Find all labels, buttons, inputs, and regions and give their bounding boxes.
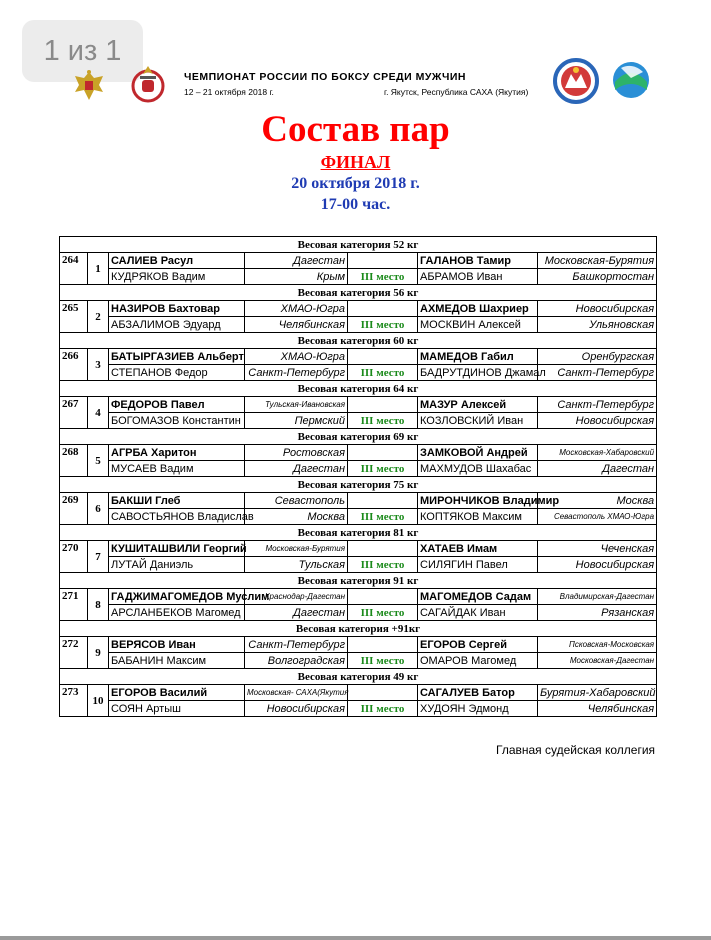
- document-title: Состав пар: [261, 109, 450, 150]
- third-place-left-name: АБЗАЛИМОВ Эдуард: [109, 317, 245, 333]
- bout-number: 6: [88, 493, 109, 525]
- third-place-label: III место: [348, 317, 418, 333]
- blue-corner-region: Санкт-Петербург: [538, 397, 657, 413]
- third-place-right-region: Московская-Дагестан: [538, 653, 657, 669]
- empty-cell: [348, 589, 418, 605]
- red-corner-region: Санкт-Петербург: [245, 637, 348, 653]
- final-bout-row: [60, 493, 657, 509]
- blue-corner-name: ХАТАЕВ Имам: [418, 541, 538, 557]
- bout-number: 4: [88, 397, 109, 429]
- third-place-left-region: Санкт-Петербург: [245, 365, 348, 381]
- third-place-row: [60, 509, 657, 525]
- third-place-row: [60, 701, 657, 717]
- championship-venue: г. Якутск, Республика САХА (Якутия): [384, 87, 529, 97]
- blue-corner-region: Владимирская-Дагестан: [538, 589, 657, 605]
- red-corner-region: Тульская-Ивановская: [245, 397, 348, 413]
- empty-cell: [348, 493, 418, 509]
- red-corner-region: ХМАО-Югра: [245, 301, 348, 317]
- bout-id: 269: [60, 493, 88, 525]
- third-place-right-name: ОМАРОВ Магомед: [418, 653, 538, 669]
- blue-corner-name: МИРОНЧИКОВ Владимир: [418, 493, 538, 509]
- red-corner-region: Ростовская: [245, 445, 348, 461]
- red-corner-name: САЛИЕВ Расул: [109, 253, 245, 269]
- third-place-left-region: Крым: [245, 269, 348, 285]
- blue-corner-name: ЗАМКОВОЙ Андрей: [418, 445, 538, 461]
- category-header-row: [60, 429, 657, 445]
- bouts-table: [59, 236, 657, 717]
- red-corner-name: КУШИТАШВИЛИ Георгий: [109, 541, 245, 557]
- third-place-left-region: Новосибирская: [245, 701, 348, 717]
- third-place-label: III место: [348, 557, 418, 573]
- bout-id: 270: [60, 541, 88, 573]
- category-header-row: [60, 477, 657, 493]
- third-place-right-region: Новосибирская: [538, 413, 657, 429]
- red-corner-region: Севастополь: [245, 493, 348, 509]
- event-date: 20 октября 2018 г.: [291, 175, 420, 192]
- third-place-row: [60, 605, 657, 621]
- third-place-row: [60, 413, 657, 429]
- blue-corner-region: Новосибирская: [538, 301, 657, 317]
- third-place-right-name: МАХМУДОВ Шахабас: [418, 461, 538, 477]
- blue-corner-name: АХМЕДОВ Шахриер: [418, 301, 538, 317]
- third-place-label: III место: [348, 653, 418, 669]
- empty-cell: [348, 301, 418, 317]
- third-place-label: III место: [348, 605, 418, 621]
- bout-number: 1: [88, 253, 109, 285]
- red-corner-name: НАЗИРОВ Бахтовар: [109, 301, 245, 317]
- empty-cell: [348, 253, 418, 269]
- third-place-right-region: Дагестан: [538, 461, 657, 477]
- bout-id: 271: [60, 589, 88, 621]
- third-place-left-region: Волгоградская: [245, 653, 348, 669]
- third-place-row: [60, 269, 657, 285]
- empty-cell: [348, 637, 418, 653]
- category-header-row: [60, 621, 657, 637]
- weight-category-title: Весовая категория 52 кг: [60, 237, 657, 253]
- weight-category-title: Весовая категория 60 кг: [60, 333, 657, 349]
- boxing-federation-logo-icon: [126, 60, 170, 104]
- games-logo-icon: [611, 60, 651, 100]
- final-bout-row: [60, 445, 657, 461]
- red-corner-name: ФЕДОРОВ Павел: [109, 397, 245, 413]
- weight-category-title: Весовая категория 91 кг: [60, 573, 657, 589]
- final-bout-row: [60, 589, 657, 605]
- third-place-left-name: СТЕПАНОВ Федор: [109, 365, 245, 381]
- red-corner-name: ГАДЖИМАГОМЕДОВ Муслим: [109, 589, 245, 605]
- blue-corner-name: ГАЛАНОВ Тамир: [418, 253, 538, 269]
- viewer-scrollbar[interactable]: [0, 936, 711, 940]
- bout-id: 266: [60, 349, 88, 381]
- final-bout-row: [60, 637, 657, 653]
- document-subtitle: ФИНАЛ: [320, 152, 391, 172]
- third-place-right-region: Башкортостан: [538, 269, 657, 285]
- third-place-right-region: Новосибирская: [538, 557, 657, 573]
- red-corner-name: БАТЫРГАЗИЕВ Альберт: [109, 349, 245, 365]
- blue-corner-region: Московская-Бурятия: [538, 253, 657, 269]
- third-place-row: [60, 317, 657, 333]
- red-corner-name: БАКШИ Глеб: [109, 493, 245, 509]
- third-place-left-name: БАБАНИН Максим: [109, 653, 245, 669]
- championship-dates: 12 – 21 октября 2018 г.: [184, 87, 274, 97]
- third-place-left-region: Дагестан: [245, 605, 348, 621]
- third-place-right-region: Челябинская: [538, 701, 657, 717]
- category-header-row: [60, 333, 657, 349]
- red-corner-region: Московская-Бурятия: [245, 541, 348, 557]
- third-place-right-name: САГАЙДАК Иван: [418, 605, 538, 621]
- third-place-left-region: Дагестан: [245, 461, 348, 477]
- final-bout-row: [60, 349, 657, 365]
- third-place-left-region: Тульская: [245, 557, 348, 573]
- third-place-label: III место: [348, 413, 418, 429]
- weight-category-title: Весовая категория 49 кг: [60, 669, 657, 685]
- empty-cell: [348, 397, 418, 413]
- bout-id: 272: [60, 637, 88, 669]
- blue-corner-name: САГАЛУЕВ Батор: [418, 685, 538, 701]
- third-place-left-region: Москва: [245, 509, 348, 525]
- third-place-label: III место: [348, 701, 418, 717]
- final-bout-row: [60, 685, 657, 701]
- blue-corner-region: Бурятия-Хабаровский: [538, 685, 657, 701]
- third-place-right-name: АБРАМОВ Иван: [418, 269, 538, 285]
- category-header-row: [60, 285, 657, 301]
- final-bout-row: [60, 253, 657, 269]
- blue-corner-region: Псковская-Московская: [538, 637, 657, 653]
- empty-cell: [348, 349, 418, 365]
- third-place-left-name: СОЯН Артыш: [109, 701, 245, 717]
- red-corner-name: ЕГОРОВ Василий: [109, 685, 245, 701]
- third-place-right-name: ХУДОЯН Эдмонд: [418, 701, 538, 717]
- yakutia-emblem-icon: [553, 58, 599, 104]
- bout-number: 2: [88, 301, 109, 333]
- third-place-label: III место: [348, 509, 418, 525]
- third-place-left-name: БОГОМАЗОВ Константин: [109, 413, 245, 429]
- third-place-right-name: МОСКВИН Алексей: [418, 317, 538, 333]
- category-header-row: [60, 381, 657, 397]
- third-place-row: [60, 365, 657, 381]
- third-place-right-name: СИЛЯГИН Павел: [418, 557, 538, 573]
- third-place-left-region: Челябинская: [245, 317, 348, 333]
- weight-category-title: Весовая категория 69 кг: [60, 429, 657, 445]
- bout-id: 265: [60, 301, 88, 333]
- third-place-row: [60, 653, 657, 669]
- weight-category-title: Весовая категория 64 кг: [60, 381, 657, 397]
- category-header-row: [60, 237, 657, 253]
- russian-eagle-emblem-icon: [72, 68, 106, 104]
- weight-category-title: Весовая категория +91кг: [60, 621, 657, 637]
- final-bout-row: [60, 301, 657, 317]
- blue-corner-name: МАМЕДОВ Габил: [418, 349, 538, 365]
- final-bout-row: [60, 541, 657, 557]
- third-place-left-region: Пермский: [245, 413, 348, 429]
- blue-corner-region: Московская-Хабаровский: [538, 445, 657, 461]
- bout-id: 264: [60, 253, 88, 285]
- bout-number: 10: [88, 685, 109, 717]
- category-header-row: [60, 669, 657, 685]
- third-place-left-name: ЛУТАЙ Даниэль: [109, 557, 245, 573]
- red-corner-region: Дагестан: [245, 253, 348, 269]
- bout-id: 268: [60, 445, 88, 477]
- third-place-right-region: Севастополь ХМАО-Югра: [538, 509, 657, 525]
- third-place-left-name: САВОСТЬЯНОВ Владислав: [109, 509, 245, 525]
- blue-corner-region: Москва: [538, 493, 657, 509]
- third-place-row: [60, 461, 657, 477]
- event-time: 17-00 час.: [320, 196, 391, 213]
- empty-cell: [348, 445, 418, 461]
- page-indicator: 1 из 1: [22, 20, 143, 82]
- third-place-right-region: Рязанская: [538, 605, 657, 621]
- third-place-right-name: КОПТЯКОВ Максим: [418, 509, 538, 525]
- third-place-right-name: БАДРУТДИНОВ Джамал: [418, 365, 538, 381]
- third-place-right-region: Ульяновская: [538, 317, 657, 333]
- red-corner-name: ВЕРЯСОВ Иван: [109, 637, 245, 653]
- championship-title: ЧЕМПИОНАТ РОССИИ ПО БОКСУ СРЕДИ МУЖЧИН: [184, 71, 467, 83]
- third-place-left-name: МУСАЕВ Вадим: [109, 461, 245, 477]
- weight-category-title: Весовая категория 75 кг: [60, 477, 657, 493]
- red-corner-region: Краснодар-Дагестан: [245, 589, 348, 605]
- final-bout-row: [60, 397, 657, 413]
- bout-number: 5: [88, 445, 109, 477]
- third-place-right-name: КОЗЛОВСКИЙ Иван: [418, 413, 538, 429]
- bout-id: 273: [60, 685, 88, 717]
- category-header-row: [60, 525, 657, 541]
- blue-corner-name: ЕГОРОВ Сергей: [418, 637, 538, 653]
- judges-signature: Главная судейская коллегия: [496, 743, 656, 757]
- third-place-label: III место: [348, 461, 418, 477]
- red-corner-region: ХМАО-Югра: [245, 349, 348, 365]
- empty-cell: [348, 541, 418, 557]
- bout-number: 9: [88, 637, 109, 669]
- bout-number: 8: [88, 589, 109, 621]
- third-place-right-region: Санкт-Петербург: [538, 365, 657, 381]
- red-corner-region: Московская- САХА(Якутия: [245, 685, 348, 701]
- blue-corner-region: Чеченская: [538, 541, 657, 557]
- red-corner-name: АГРБА Харитон: [109, 445, 245, 461]
- third-place-row: [60, 557, 657, 573]
- category-header-row: [60, 573, 657, 589]
- third-place-label: III место: [348, 269, 418, 285]
- blue-corner-name: МАГОМЕДОВ Садам: [418, 589, 538, 605]
- third-place-label: III место: [348, 365, 418, 381]
- empty-cell: [348, 685, 418, 701]
- bout-id: 267: [60, 397, 88, 429]
- third-place-left-name: АРСЛАНБЕКОВ Магомед: [109, 605, 245, 621]
- blue-corner-region: Оренбургская: [538, 349, 657, 365]
- weight-category-title: Весовая категория 81 кг: [60, 525, 657, 541]
- third-place-left-name: КУДРЯКОВ Вадим: [109, 269, 245, 285]
- blue-corner-name: МАЗУР Алексей: [418, 397, 538, 413]
- bout-number: 7: [88, 541, 109, 573]
- weight-category-title: Весовая категория 56 кг: [60, 285, 657, 301]
- bout-number: 3: [88, 349, 109, 381]
